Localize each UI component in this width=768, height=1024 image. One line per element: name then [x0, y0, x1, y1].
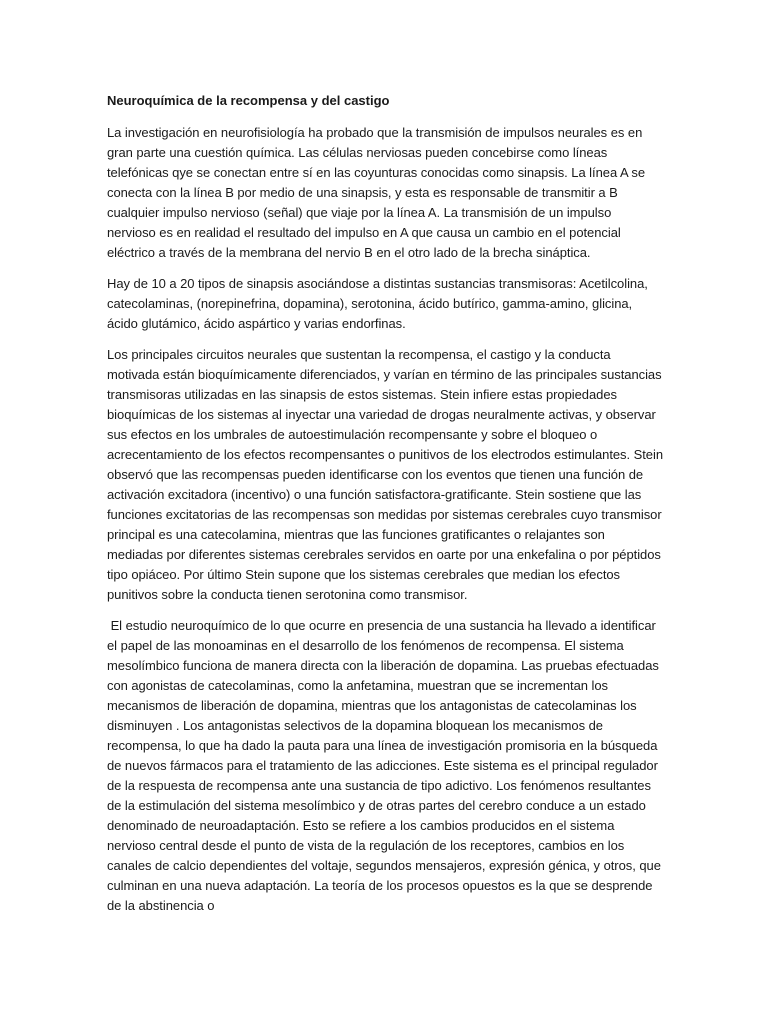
paragraph-3: Los principales circuitos neurales que sustentan la recompensa, el castigo y la conducta motivada están bioquímicamente diferenciados, y varían en término de las principales sustancias transmisoras utilizadas en las sinapsis de estos sistemas. Stein infiere estas propiedades bioquímicas de los sistemas al inyectar una variedad de drogas neuralmente activas, y observar sus efectos en los umbrales de autoestimulación recompensante y sobre el bloqueo o acrecentamiento de los efectos recompensantes o punitivos de los electrodos estimulantes. Stein observó que las recompensas pueden identificarse con los eventos que tienen una función de activación excitadora (incentivo) o una función satisfactora-gratificante. Stein sostiene que las funciones excitatorias de las recompensas son medidas por sistemas cerebrales cuyo transmisor principal es una catecolamina, mientras que las funciones gratificantes o relajantes son mediadas por diferentes sistemas cerebrales servidos en oarte por una enkefalina o por péptidos tipo opiáceo. Por último Stein supone que los sistemas cerebrales que median los efectos punitivos sobre la conducta tienen serotonina como transmisor.: [107, 347, 664, 602]
paragraph-1: La investigación en neurofisiología ha probado que la transmisión de impulsos neurales es en gran parte una cuestión química. Las células nerviosas pueden concebirse como líneas telefónicas qye se conectan entre sí en las coyunturas conocidas como sinapsis. La línea A se conecta con la línea B por medio de una sinapsis, y esta es responsable de transmitir a B cualquier impulso nervioso (señal) que viaje por la línea A. La transmisión de un impulso nervioso es en realidad el resultado del impulso en A que causa un cambio en el potencial eléctrico a través de la membrana del nervio B en el otro lado de la brecha sináptica.: [107, 125, 646, 260]
document-body: [107, 91, 663, 927]
paragraph-4: El estudio neuroquímico de lo que ocurre en presencia de una sustancia ha llevado a identificar el papel de las monoaminas en el desarrollo de los fenómenos de recompensa. El sistema mesolímbico funciona de manera directa con la liberación de dopamina. Las pruebas efectuadas con agonistas de catecolaminas, como la anfetamina, muestran que se incrementan los mecanismos de liberación de dopamina, mientras que los antagonistas de catecolaminas los disminuyen . Los antagonistas selectivos de la dopamina bloquean los mecanismos de recompensa, lo que ha dado la pauta para una línea de investigación promisoria en la búsqueda de nuevos fármacos para el tratamiento de las adicciones. Este sistema es el principal regulador de la respuesta de recompensa ante una sustancia de tipo adictivo. Los fenómenos resultantes de la estimulación del sistema mesolímbico y de otras partes del cerebro conduce a un estado denominado de neuroadaptación. Esto se refiere a los cambios producidos en el sistema nervioso central desde el punto de vista de la regulación de los receptores, cambios en los canales de calcio dependientes del voltaje, segundos mensajeros, expresión génica, y otros, que culminan en una nueva adaptación. La teoría de los procesos opuestos es la que se desprende de la abstinencia o: [107, 618, 665, 913]
document-title: Neuroquímica de la recompensa y del castigo: [107, 93, 390, 108]
paragraph-2: Hay de 10 a 20 tipos de sinapsis asociándose a distintas sustancias transmisoras: Acetilcolina, catecolaminas, (norepinefrina, dopamina), serotonina, ácido butírico, gamma-amino, glicina, ácido glutámico, ácido aspártico y varias endorfinas.: [107, 276, 648, 331]
